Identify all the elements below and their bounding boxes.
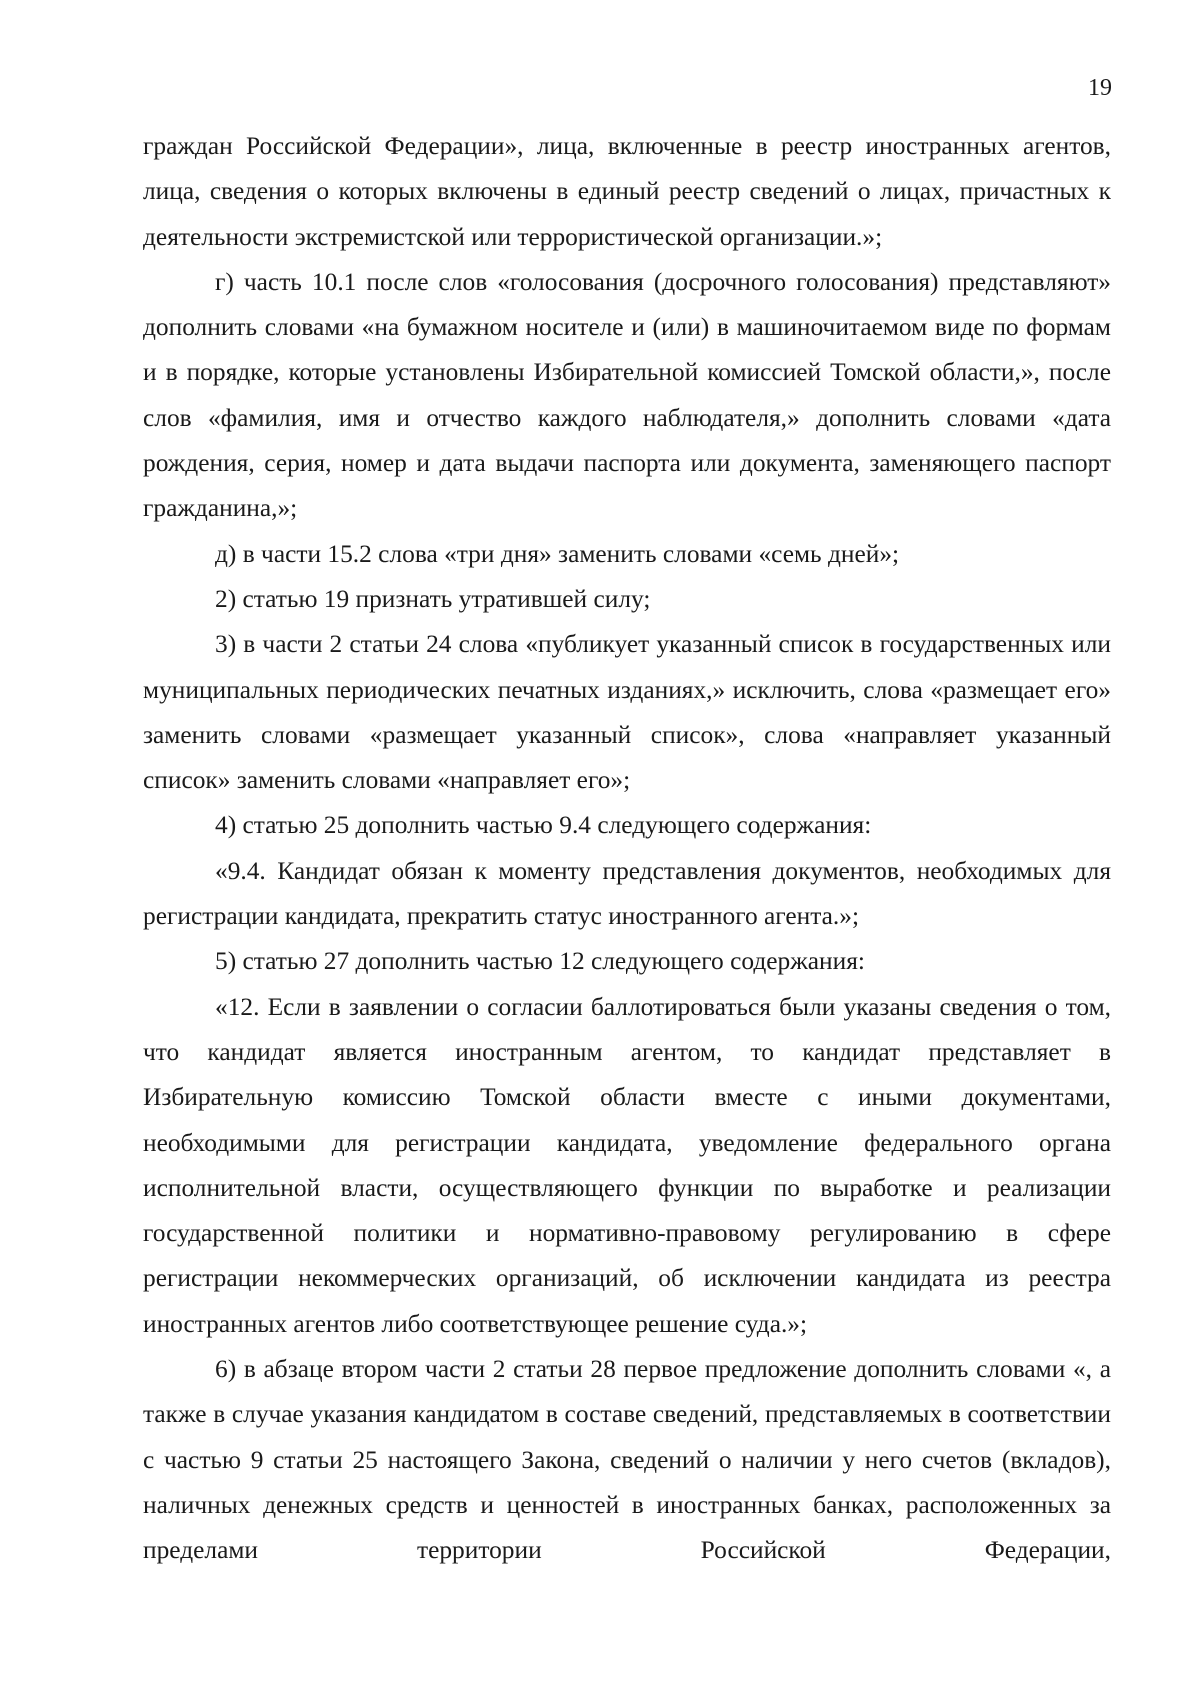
paragraph-item-g: г) часть 10.1 после слов «голосования (досрочного голосования) представляют» дополнить словами «на бумажном носителе и (или) в машиночитаемом виде по формам и в порядке, которые установлены Избирательной комиссией Томской области,», после слов «фамилия, имя и отчество каждого наблюдателя,» дополнить словами «дата рождения, серия, номер и дата выдачи паспорта или документа, заменяющего паспорт гражданина,»; — [143, 267, 1111, 523]
paragraph-quote-9-4: «9.4. Кандидат обязан к моменту представления документов, необходимых для регистрации кандидата, прекратить статус иностранного агента.»; — [143, 856, 1111, 931]
paragraph-item-d: д) в части 15.2 слова «три дня» заменить словами «семь дней»; — [215, 539, 900, 568]
paragraph-item-3: 3) в части 2 статьи 24 слова «публикует указанный список в государственных или муниципальных периодических печатных изданиях,» исключить, слова «размещает его» заменить словами «размещает указанный список», слова «направляет указанный список» заменить словами «направляет его»; — [143, 630, 1111, 795]
paragraph-item-6: 6) в абзаце втором части 2 статьи 28 первое предложение дополнить словами «, а также в случае указания кандидатом в составе сведений, представляемых в соответствии с частью 9 статьи 25 настоящего Закона, сведений о наличии у него счетов (вкладов), наличных денежных средств и ценностей в иностранных банках, расположенных за пределами территории Российской Федерации, — [143, 1355, 1111, 1565]
paragraph-continuation: граждан Российской Федерации», лица, включенные в реестр иностранных агентов, лица, сведения о которых включены в единый реестр сведений о лицах, причастных к деятельности экстремистской или террористической организации.»; — [143, 132, 1111, 251]
paragraph-item-2: 2) статью 19 признать утратившей силу; — [215, 584, 651, 613]
paragraph-item-5: 5) статью 27 дополнить частью 12 следующего содержания: — [215, 947, 865, 976]
paragraph-quote-12: «12. Если в заявлении о согласии баллотироваться были указаны сведения о том, что кандидат является иностранным агентом, то кандидат представляет в Избирательную комиссию Томской области вместе с иными документами, необходимыми для регистрации кандидата, уведомление федерального органа исполнительной власти, осуществляющего функции по выработке и реализации государственной политики и нормативно-правовому регулированию в сфере регистрации некоммерческих организаций, об исключении кандидата из реестра иностранных агентов либо соответствующее решение суда.»; — [143, 992, 1111, 1338]
document-body — [143, 124, 1111, 1574]
page-number: 19 — [1088, 75, 1112, 101]
paragraph-item-4: 4) статью 25 дополнить частью 9.4 следующего содержания: — [215, 811, 872, 840]
